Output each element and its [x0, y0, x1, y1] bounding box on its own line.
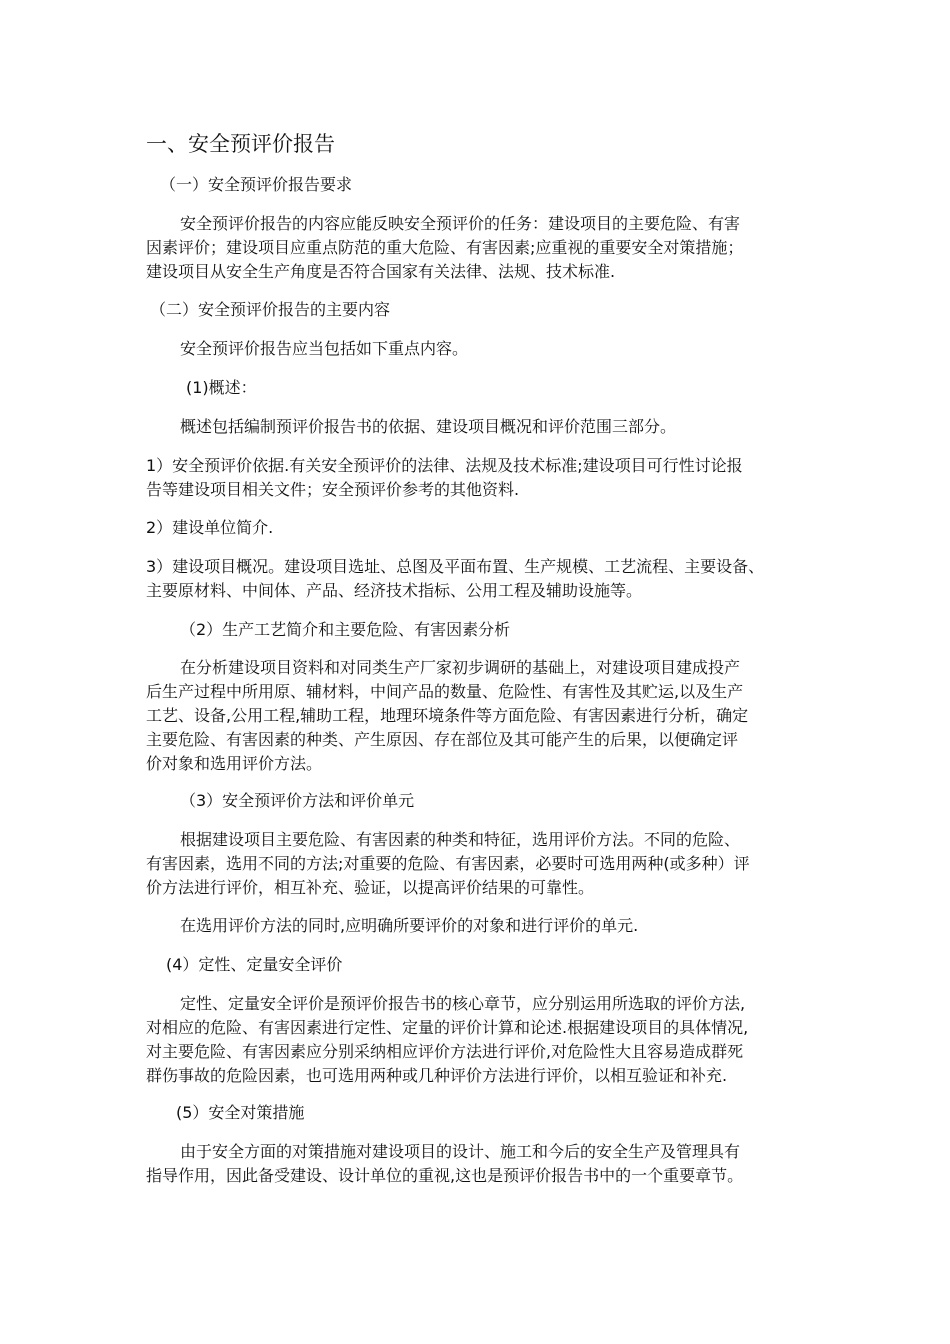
subsection-5-paragraph-line: 由于安全方面的对策措施对建设项目的设计、施工和今后的安全生产及管理具有: [180, 1142, 741, 1161]
subsection-2-heading: （2）生产工艺简介和主要危险、有害因素分析: [180, 620, 511, 639]
list-item-3-line: 3）建设项目概况。建设项目选址、总图及平面布置、生产规模、工艺流程、主要设备、: [146, 557, 765, 576]
subsection-2-paragraph-line: 在分析建设项目资料和对同类生产厂家初步调研的基础上，对建设项目建成投产: [180, 658, 741, 677]
subsection-5-heading: (5）安全对策措施: [176, 1103, 305, 1122]
list-item-2: 2）建设单位简介.: [146, 518, 274, 537]
subsection-1-intro: 概述包括编制预评价报告书的依据、建设项目概况和评价范围三部分。: [180, 417, 677, 436]
subsection-2-paragraph-line: 工艺、设备,公用工程,辅助工程，地理环境条件等方面危险、有害因素进行分析，确定: [146, 706, 749, 725]
section-1-paragraph-line: 因素评价；建设项目应重点防范的重大危险、有害因素;应重视的重要安全对策措施；: [146, 238, 744, 257]
list-item-1-line: 1）安全预评价依据.有关安全预评价的法律、法规及技术标准;建设项目可行性讨论报: [146, 456, 743, 475]
section-1-paragraph-line: 安全预评价报告的内容应能反映安全预评价的任务：建设项目的主要危险、有害: [180, 214, 741, 233]
subsection-4-paragraph-line: 定性、定量安全评价是预评价报告书的核心章节，应分别运用所选取的评价方法,: [180, 994, 746, 1013]
section-1-heading: （一）安全预评价报告要求: [160, 175, 353, 194]
subsection-3-heading: （3）安全预评价方法和评价单元: [180, 791, 415, 810]
subsection-2-paragraph-line: 后生产过程中所用原、辅材料，中间产品的数量、危险性、有害性及其贮运,以及生产: [146, 682, 744, 701]
subsection-5-paragraph-line: 指导作用，因此备受建设、设计单位的重视,这也是预评价报告书中的一个重要章节。: [146, 1166, 744, 1185]
list-item-1-line: 告等建设项目相关文件；安全预评价参考的其他资料.: [146, 480, 520, 499]
section-1-paragraph-line: 建设项目从安全生产角度是否符合国家有关法律、法规、技术标准.: [146, 262, 616, 281]
subsection-4-paragraph-line: 对主要危险、有害因素应分别采纳相应评价方法进行评价,对危险性大且容易造成群死: [146, 1042, 744, 1061]
subsection-3-paragraph-line: 价方法进行评价，相互补充、验证，以提高评价结果的可靠性。: [146, 878, 595, 897]
subsection-2-paragraph-line: 主要危险、有害因素的种类、产生原因、存在部位及其可能产生的后果，以便确定评: [146, 730, 739, 749]
document-title: 一、安全预评价报告: [146, 132, 335, 156]
subsection-3-note: 在选用评价方法的同时,应明确所要评价的对象和进行评价的单元.: [180, 916, 639, 935]
section-2-heading: （二）安全预评价报告的主要内容: [150, 300, 391, 319]
list-item-3-line: 主要原材料、中间体、产品、经济技术指标、公用工程及辅助设施等。: [146, 581, 643, 600]
subsection-3-paragraph-line: 有害因素，选用不同的方法;对重要的危险、有害因素，必要时可选用两种(或多种）评: [146, 854, 750, 873]
subsection-3-paragraph-line: 根据建设项目主要危险、有害因素的种类和特征，选用评价方法。不同的危险、: [180, 830, 741, 849]
subsection-1-heading: (1)概述：: [186, 378, 257, 397]
subsection-4-paragraph-line: 对相应的危险、有害因素进行定性、定量的评价计算和论述.根据建设项目的具体情况,: [146, 1018, 749, 1037]
subsection-4-paragraph-line: 群伤事故的危险因素，也可选用两种或几种评价方法进行评价，以相互验证和补充.: [146, 1066, 728, 1085]
subsection-2-paragraph-line: 价对象和选用评价方法。: [146, 754, 323, 773]
subsection-4-heading: (4）定性、定量安全评价: [166, 955, 343, 974]
section-2-intro: 安全预评价报告应当包括如下重点内容。: [180, 339, 469, 358]
